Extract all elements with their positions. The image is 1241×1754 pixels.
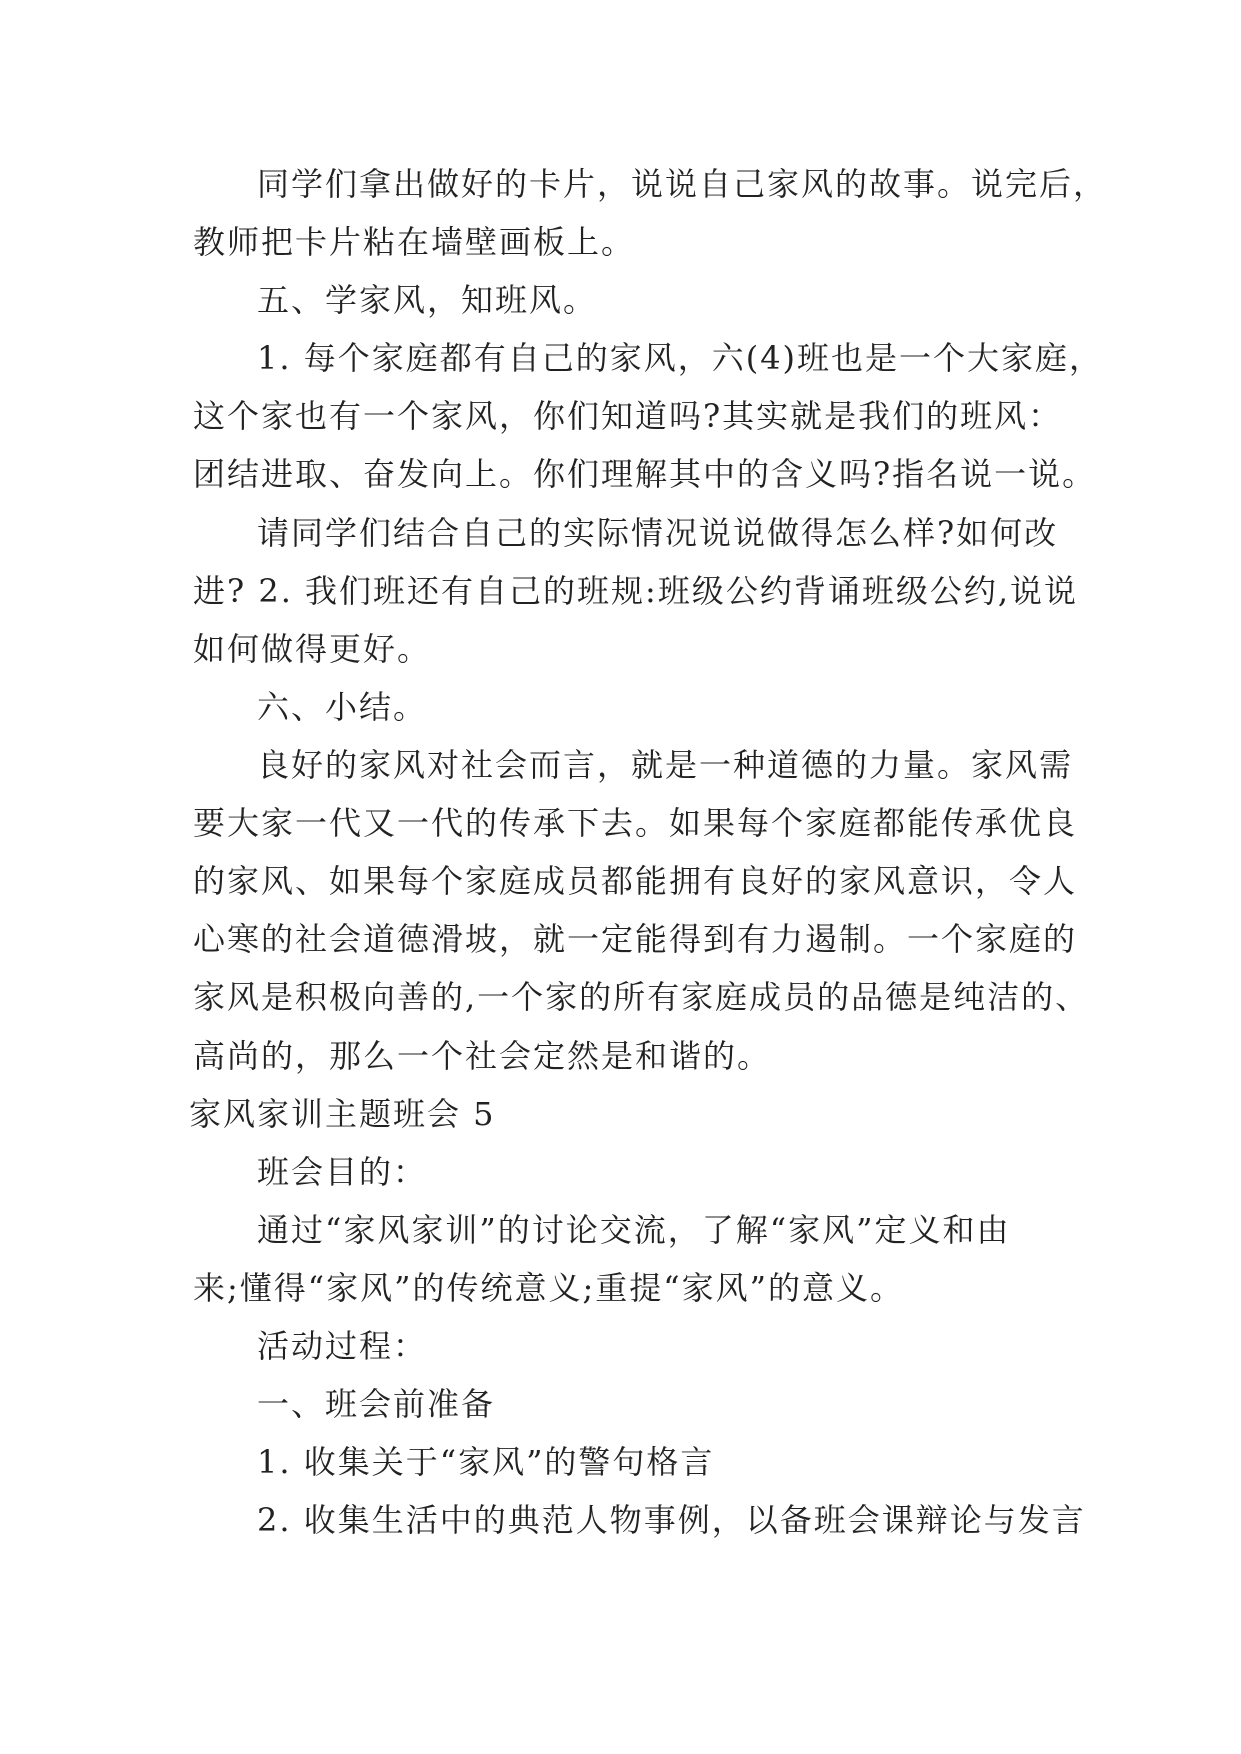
section-heading: 六、小结。 bbox=[257, 688, 428, 726]
paragraph-line: 良好的家风对社会而言，就是一种道德的力量。家风需 bbox=[257, 746, 1074, 784]
section-heading: 活动过程： bbox=[257, 1327, 428, 1365]
paragraph-line: 高尚的，那么一个社会定然是和谐的。 bbox=[193, 1037, 772, 1075]
paragraph-line: 1. 每个家庭都有自己的家风，六(4)班也是一个大家庭， bbox=[257, 339, 1104, 377]
paragraph-line: 来;懂得“家风”的传统意义;重提“家风”的意义。 bbox=[193, 1269, 905, 1307]
paragraph-line: 教师把卡片粘在墙壁画板上。 bbox=[193, 223, 636, 261]
section-heading: 班会目的： bbox=[257, 1153, 428, 1191]
paragraph-line: 家风是积极向善的,一个家的所有家庭成员的品德是纯洁的、 bbox=[193, 978, 1090, 1016]
list-item: 2. 收集生活中的典范人物事例，以备班会课辩论与发言 bbox=[257, 1501, 1086, 1539]
section-heading: 五、学家风，知班风。 bbox=[257, 281, 598, 319]
list-item: 1. 收集关于“家风”的警句格言 bbox=[257, 1443, 715, 1481]
paragraph-line: 通过“家风家训”的讨论交流，了解“家风”定义和由 bbox=[257, 1211, 1011, 1249]
paragraph-line: 的家风、如果每个家庭成员都能拥有良好的家风意识，令人 bbox=[193, 862, 1078, 900]
paragraph-line: 如何做得更好。 bbox=[193, 630, 432, 668]
paragraph-line: 心寒的社会道德滑坡，就一定能得到有力遏制。一个家庭的 bbox=[193, 920, 1078, 958]
section-heading: 一、班会前准备 bbox=[257, 1385, 496, 1423]
paragraph-line: 同学们拿出做好的卡片，说说自己家风的故事。说完后， bbox=[257, 165, 1108, 203]
paragraph-line: 这个家也有一个家风，你们知道吗?其实就是我们的班风： bbox=[193, 397, 1063, 435]
paragraph-line: 进? 2. 我们班还有自己的班规:班级公约背诵班级公约,说说 bbox=[193, 572, 1078, 610]
document-title: 家风家训主题班会 5 bbox=[189, 1095, 496, 1133]
paragraph-line: 要大家一代又一代的传承下去。如果每个家庭都能传承优良 bbox=[193, 804, 1078, 842]
paragraph-line: 团结进取、奋发向上。你们理解其中的含义吗?指名说一说。 bbox=[193, 455, 1097, 493]
paragraph-line: 请同学们结合自己的实际情况说说做得怎么样?如何改 bbox=[257, 514, 1059, 552]
